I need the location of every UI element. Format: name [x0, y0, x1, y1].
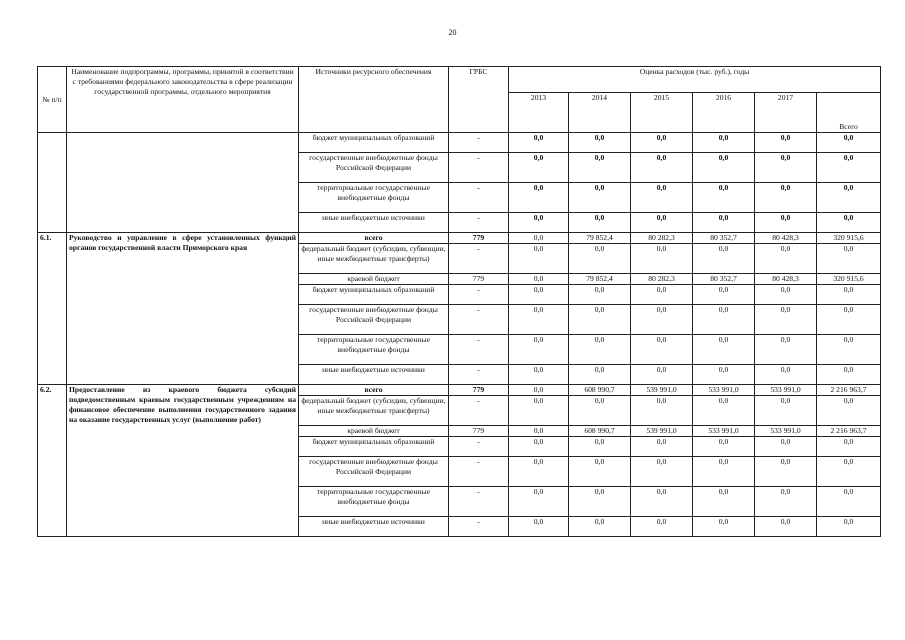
value-cell: 0,0: [569, 213, 631, 233]
value-cell: 0,0: [569, 517, 631, 537]
value-cell: 0,0: [693, 365, 755, 385]
source-cell: федеральный бюджет (субсидии, субвенции, иные межбюджетные трансферты): [299, 396, 449, 426]
value-cell: 0,0: [569, 153, 631, 183]
value-cell: 320 915,6: [817, 233, 881, 244]
source-cell: краевой бюджет: [299, 274, 449, 285]
value-cell: 80 282,3: [631, 233, 693, 244]
value-cell: 0,0: [631, 133, 693, 153]
header-year: 2013: [509, 93, 569, 133]
source-cell: территориальные государственные внебюджетные фонды: [299, 183, 449, 213]
value-cell: 0,0: [693, 133, 755, 153]
value-cell: 0,0: [817, 487, 881, 517]
value-cell: 0,0: [817, 213, 881, 233]
header-year: 2016: [693, 93, 755, 133]
value-cell: 0,0: [631, 487, 693, 517]
grbs-cell: -: [449, 153, 509, 183]
value-cell: 533 991,0: [693, 385, 755, 396]
value-cell: 0,0: [569, 285, 631, 305]
grbs-cell: -: [449, 437, 509, 457]
value-cell: 0,0: [755, 153, 817, 183]
value-cell: 0,0: [509, 305, 569, 335]
value-cell: 0,0: [509, 517, 569, 537]
value-cell: 0,0: [569, 457, 631, 487]
expenditure-table: [37, 66, 881, 537]
grbs-cell: -: [449, 183, 509, 213]
value-cell: 0,0: [509, 244, 569, 274]
value-cell: 0,0: [693, 183, 755, 213]
grbs-cell: -: [449, 244, 509, 274]
source-cell: всего: [299, 385, 449, 396]
table-row: [38, 233, 881, 244]
source-cell: государственные внебюджетные фонды Российской Федерации: [299, 305, 449, 335]
value-cell: 0,0: [631, 244, 693, 274]
value-cell: 79 852,4: [569, 233, 631, 244]
value-cell: 0,0: [569, 487, 631, 517]
value-cell: 0,0: [631, 183, 693, 213]
source-cell: иные внебюджетные источники: [299, 213, 449, 233]
value-cell: 0,0: [817, 244, 881, 274]
value-cell: 533 991,0: [755, 385, 817, 396]
value-cell: 0,0: [509, 426, 569, 437]
table-row: [38, 385, 881, 396]
value-cell: 0,0: [755, 244, 817, 274]
value-cell: 0,0: [631, 305, 693, 335]
value-cell: 0,0: [817, 437, 881, 457]
value-cell: 0,0: [631, 213, 693, 233]
value-cell: 0,0: [509, 437, 569, 457]
value-cell: 0,0: [755, 396, 817, 426]
value-cell: 80 428,3: [755, 233, 817, 244]
value-cell: 80 428,3: [755, 274, 817, 285]
value-cell: 0,0: [631, 517, 693, 537]
value-cell: 0,0: [509, 233, 569, 244]
value-cell: 0,0: [569, 365, 631, 385]
value-cell: 0,0: [817, 133, 881, 153]
section-name: Руководство и управление в сфере установленных функций органов государственной власти Приморского края: [67, 233, 299, 385]
value-cell: 0,0: [755, 213, 817, 233]
value-cell: 0,0: [693, 213, 755, 233]
value-cell: 0,0: [509, 285, 569, 305]
source-cell: государственные внебюджетные фонды Российской Федерации: [299, 153, 449, 183]
value-cell: 80 352,7: [693, 274, 755, 285]
header-name: Наименование подпрограммы, программы, принятой в соответствии с требованиями федерального законодательства в сфере реализации государственной программы, отдельного мероприятия: [67, 67, 299, 133]
value-cell: 0,0: [693, 457, 755, 487]
value-cell: 0,0: [693, 517, 755, 537]
grbs-cell: 779: [449, 274, 509, 285]
grbs-cell: -: [449, 335, 509, 365]
value-cell: 0,0: [509, 183, 569, 213]
value-cell: 0,0: [755, 517, 817, 537]
value-cell: 0,0: [755, 305, 817, 335]
grbs-cell: -: [449, 365, 509, 385]
source-cell: бюджет муниципальных образований: [299, 285, 449, 305]
value-cell: 0,0: [569, 396, 631, 426]
value-cell: 0,0: [509, 213, 569, 233]
section-number: 6.1.: [38, 233, 67, 385]
grbs-cell: 779: [449, 233, 509, 244]
value-cell: 0,0: [631, 153, 693, 183]
grbs-cell: 779: [449, 426, 509, 437]
header-year: 2014: [569, 93, 631, 133]
value-cell: 0,0: [755, 285, 817, 305]
page-number: 20: [448, 28, 457, 37]
value-cell: 0,0: [755, 335, 817, 365]
header-source: Источники ресурсного обеспечения: [299, 67, 449, 133]
value-cell: 0,0: [509, 365, 569, 385]
value-cell: 320 915,6: [817, 274, 881, 285]
grbs-cell: -: [449, 396, 509, 426]
header-total: Всего: [817, 93, 881, 133]
grbs-cell: -: [449, 457, 509, 487]
value-cell: 0,0: [817, 365, 881, 385]
header-estimate: Оценка расходов (тыс. руб.), годы: [509, 67, 881, 93]
value-cell: 0,0: [509, 487, 569, 517]
value-cell: 0,0: [755, 133, 817, 153]
grbs-cell: 779: [449, 385, 509, 396]
value-cell: 0,0: [755, 457, 817, 487]
value-cell: 608 990,7: [569, 426, 631, 437]
value-cell: 0,0: [569, 437, 631, 457]
source-cell: территориальные государственные внебюджетные фонды: [299, 335, 449, 365]
value-cell: 0,0: [509, 385, 569, 396]
header-year: 2015: [631, 93, 693, 133]
value-cell: 0,0: [693, 244, 755, 274]
value-cell: 0,0: [817, 153, 881, 183]
value-cell: 0,0: [693, 396, 755, 426]
value-cell: 0,0: [509, 335, 569, 365]
value-cell: 0,0: [817, 305, 881, 335]
value-cell: 2 216 963,7: [817, 385, 881, 396]
value-cell: 0,0: [631, 365, 693, 385]
value-cell: 0,0: [693, 437, 755, 457]
value-cell: 0,0: [569, 244, 631, 274]
value-cell: 0,0: [569, 305, 631, 335]
value-cell: 0,0: [755, 487, 817, 517]
value-cell: 0,0: [509, 457, 569, 487]
value-cell: 0,0: [755, 437, 817, 457]
value-cell: 539 991,0: [631, 426, 693, 437]
name-cell: [67, 133, 299, 233]
value-cell: 533 991,0: [755, 426, 817, 437]
value-cell: 0,0: [755, 365, 817, 385]
value-cell: 0,0: [509, 153, 569, 183]
value-cell: 0,0: [569, 133, 631, 153]
source-cell: государственные внебюджетные фонды Российской Федерации: [299, 457, 449, 487]
value-cell: 0,0: [693, 335, 755, 365]
value-cell: 0,0: [817, 457, 881, 487]
value-cell: 0,0: [817, 335, 881, 365]
value-cell: 0,0: [693, 285, 755, 305]
grbs-cell: -: [449, 285, 509, 305]
value-cell: 0,0: [631, 457, 693, 487]
grbs-cell: -: [449, 517, 509, 537]
value-cell: 0,0: [817, 285, 881, 305]
num-cell: [38, 133, 67, 233]
source-cell: всего: [299, 233, 449, 244]
value-cell: 0,0: [817, 396, 881, 426]
header-num: № п/п: [38, 67, 67, 133]
section-name: Предоставление из краевого бюджета субсидий подведомственным краевым государственным учреждениям на финансовое обеспечение выполнения государственного задания на оказание государственных услуг (выполнение работ): [67, 385, 299, 537]
value-cell: 0,0: [693, 153, 755, 183]
source-cell: территориальные государственные внебюджетные фонды: [299, 487, 449, 517]
value-cell: 0,0: [631, 335, 693, 365]
source-cell: иные внебюджетные источники: [299, 517, 449, 537]
value-cell: 0,0: [631, 437, 693, 457]
header-grbs: ГРБС: [449, 67, 509, 133]
value-cell: 0,0: [509, 133, 569, 153]
value-cell: 0,0: [631, 285, 693, 305]
value-cell: 0,0: [817, 517, 881, 537]
value-cell: 80 282,3: [631, 274, 693, 285]
value-cell: 0,0: [509, 274, 569, 285]
source-cell: бюджет муниципальных образований: [299, 133, 449, 153]
value-cell: 0,0: [569, 183, 631, 213]
value-cell: 2 216 963,7: [817, 426, 881, 437]
value-cell: 0,0: [693, 305, 755, 335]
value-cell: 0,0: [693, 487, 755, 517]
header-year: 2017: [755, 93, 817, 133]
value-cell: 0,0: [509, 396, 569, 426]
source-cell: федеральный бюджет (субсидии, субвенции, иные межбюджетные трансферты): [299, 244, 449, 274]
value-cell: 608 990,7: [569, 385, 631, 396]
value-cell: 533 991,0: [693, 426, 755, 437]
section-number: 6.2.: [38, 385, 67, 537]
value-cell: 0,0: [631, 396, 693, 426]
value-cell: 539 991,0: [631, 385, 693, 396]
grbs-cell: -: [449, 213, 509, 233]
value-cell: 79 852,4: [569, 274, 631, 285]
value-cell: 0,0: [755, 183, 817, 213]
source-cell: краевой бюджет: [299, 426, 449, 437]
value-cell: 0,0: [569, 335, 631, 365]
value-cell: 80 352,7: [693, 233, 755, 244]
source-cell: иные внебюджетные источники: [299, 365, 449, 385]
table-row: [38, 133, 881, 153]
grbs-cell: -: [449, 133, 509, 153]
source-cell: бюджет муниципальных образований: [299, 437, 449, 457]
grbs-cell: -: [449, 487, 509, 517]
value-cell: 0,0: [817, 183, 881, 213]
grbs-cell: -: [449, 305, 509, 335]
